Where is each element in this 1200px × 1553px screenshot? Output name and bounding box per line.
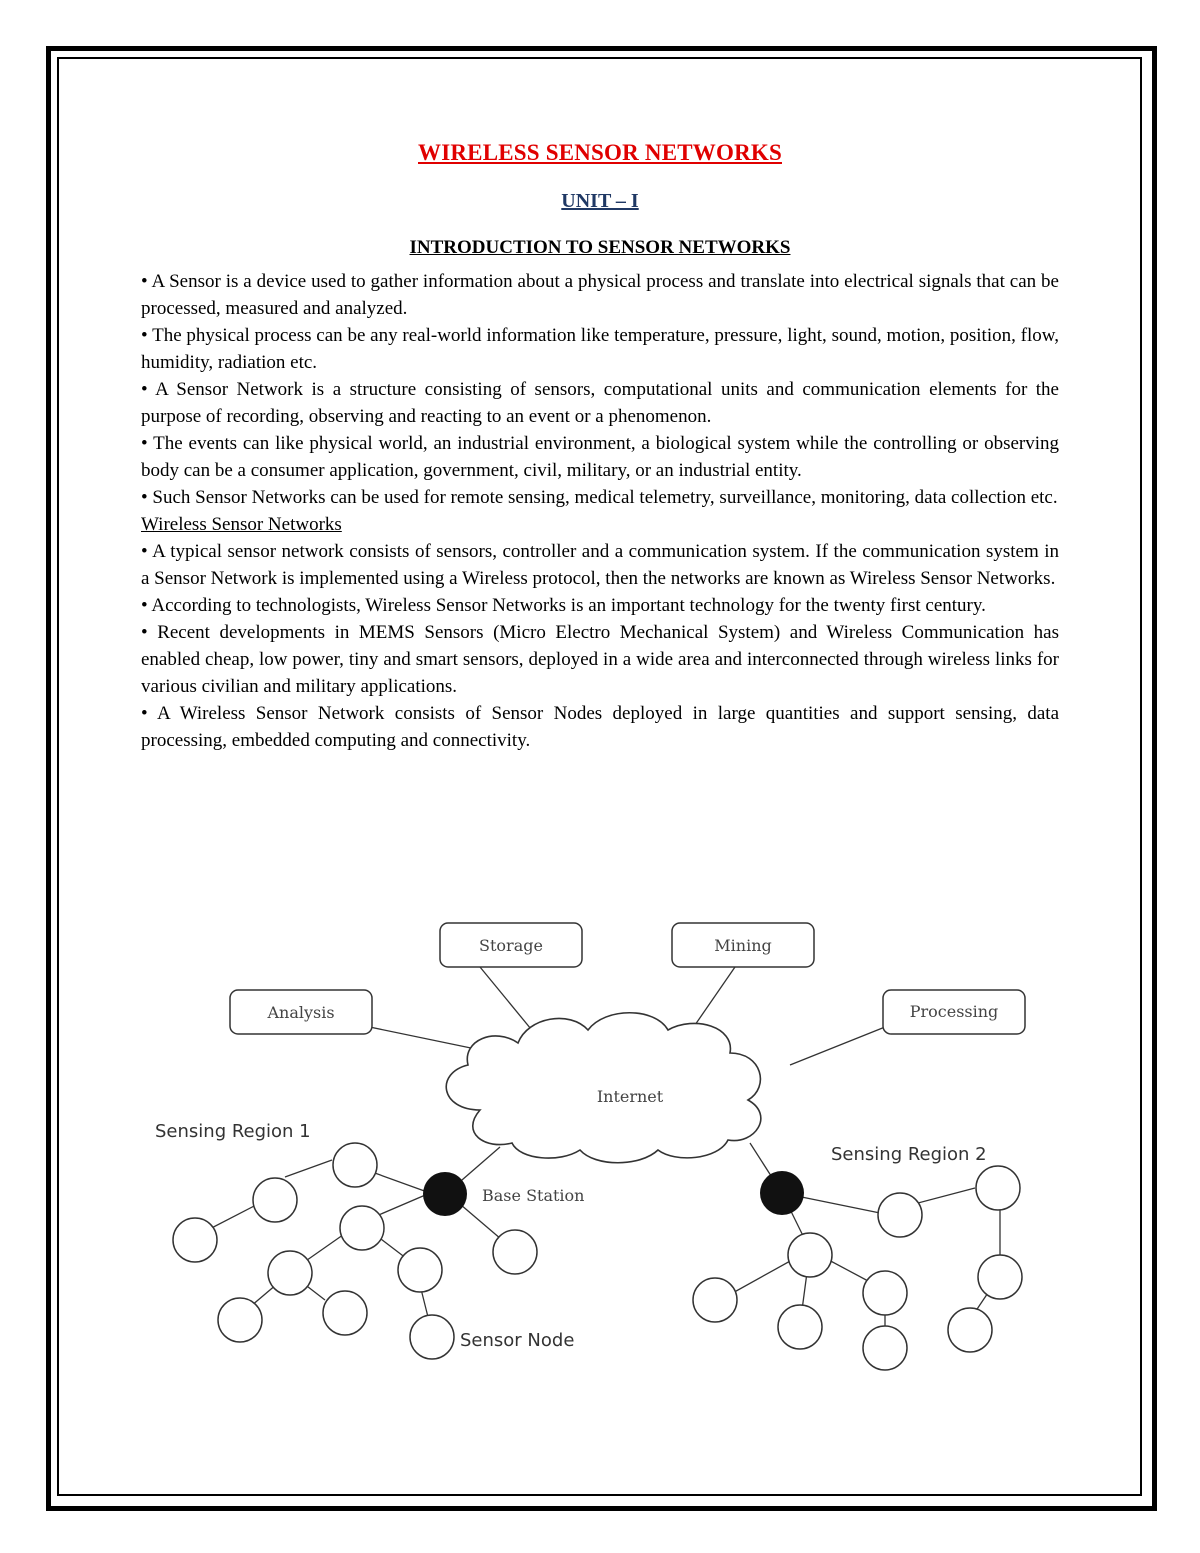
mining-label: Mining [714,936,772,955]
paragraph: • A typical sensor network consists of sensors, controller and a communication system. If the communication system in a Sensor Network is implemented using a Wireless protocol, then the networks are known as Wireless Sensor Networks. [141,541,1059,589]
sensor-node [323,1291,367,1335]
link-line [372,1172,430,1193]
sensor-node [493,1230,537,1274]
sensor-node [218,1298,262,1342]
sensor-node [173,1218,217,1262]
document-body [141,140,1059,754]
paragraph: • Recent developments in MEMS Sensors (Micro Electro Mechanical System) and Wireless Communication has enabled cheap, low power, tiny and smart sensors, deployed in a wide area and interconnected through wireless links for various civilian and military applications. [141,622,1059,697]
sensor-node [788,1233,832,1277]
base-station-node [423,1172,467,1216]
link-line [790,1027,885,1065]
document-title: WIRELESS SENSOR NETWORKS [418,140,782,165]
sensor-node [410,1315,454,1359]
paragraph: • The physical process can be any real-world information like temperature, pressure, light, sound, motion, position, flow, humidity, radiation etc. [141,325,1059,373]
paragraph: • Such Sensor Networks can be used for remote sensing, medical telemetry, surveillance, monitoring, data collection etc. [141,487,1058,508]
storage-label: Storage [479,936,543,955]
base-station-label: Base Station [482,1186,585,1205]
sensor-node [863,1271,907,1315]
subheading: Wireless Sensor Networks [141,514,342,535]
sensor-node [863,1326,907,1370]
sensor-node [878,1193,922,1237]
sensing-region-1-label: Sensing Region 1 [155,1121,311,1142]
paragraph: • A Wireless Sensor Network consists of Sensor Nodes deployed in large quantities and support sensing, data processing, embedded computing and connectivity. [141,703,1059,751]
sensor-node [340,1206,384,1250]
sensor-node [333,1143,377,1187]
sensor-node [253,1178,297,1222]
sensor-node [976,1166,1020,1210]
link-line [695,967,735,1025]
section-heading: INTRODUCTION TO SENSOR NETWORKS [409,237,791,258]
base-station-node [760,1171,804,1215]
wsn-diagram-svg [150,905,1040,1385]
sensor-node [693,1278,737,1322]
paragraph: • According to technologists, Wireless Sensor Networks is an important technology for the twenty first century. [141,595,986,616]
link-line [285,1160,332,1177]
analysis-label: Analysis [267,1003,335,1022]
sensor-node-label: Sensor Node [460,1330,575,1351]
sensor-node [778,1305,822,1349]
sensing-region-2-label: Sensing Region 2 [831,1144,987,1165]
sensor-node [268,1251,312,1295]
unit-heading: UNIT – I [561,190,639,212]
sensor-node [398,1248,442,1292]
paragraph: • The events can like physical world, an industrial environment, a biological system while the controlling or observing body can be a consumer application, government, civil, military, or an industrial entity. [141,433,1059,481]
paragraph: • A Sensor Network is a structure consisting of sensors, computational units and communication elements for the purpose of recording, observing and reacting to an event or a phenomenon. [141,379,1059,427]
processing-label: Processing [909,1002,999,1021]
internet-label: Internet [596,1087,664,1106]
paragraph: • A Sensor is a device used to gather information about a physical process and translate into electrical signals that can be processed, measured and analyzed. [141,271,1059,319]
wsn-diagram [150,905,1040,1385]
sensor-node [948,1308,992,1352]
sensor-node [978,1255,1022,1299]
